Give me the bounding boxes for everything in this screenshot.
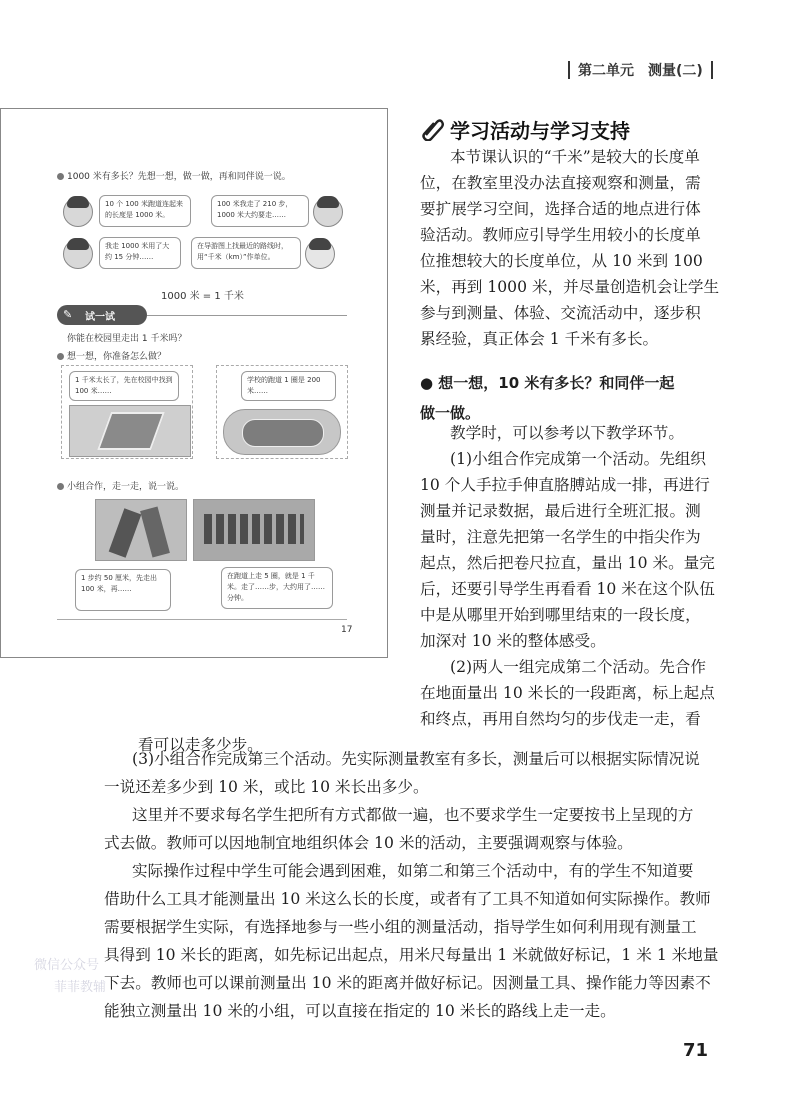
note-bubble-4: 在跑道上走 5 圈，就是 1 千米。走了……步，大约用了……分钟。 bbox=[221, 567, 333, 609]
text-line: 具得到 10 米长的距离，如先标记出起点，用米尺每量出 1 米就做好标记，1 米 1 米地量 bbox=[104, 946, 719, 964]
paperclip-icon bbox=[420, 117, 446, 141]
bullet-icon bbox=[57, 353, 64, 360]
text-line: 借助什么工具才能测量出 10 米这么长的长度，或者有了工具不知道如何实际操作。教师 bbox=[104, 890, 711, 908]
speech-bubble-1: 10 个 100 米跑道连起来的长度是 1000 米。 bbox=[99, 195, 191, 227]
inset-page-number: 17 bbox=[341, 625, 353, 635]
bullet-icon bbox=[57, 173, 64, 180]
text-line: 要扩展学习空间，选择合适的地点进行体 bbox=[420, 200, 701, 218]
running-track-illustration bbox=[223, 409, 341, 455]
text-line: (2)两人一组完成第二个活动。先合作 bbox=[450, 658, 706, 676]
text-line: 能独立测量出 10 米的小组，可以直接在指定的 10 米长的路线上走一走。 bbox=[104, 1002, 616, 1020]
watermark-line-1: 微信公众号 bbox=[34, 958, 100, 973]
grandma-avatar-icon bbox=[305, 239, 335, 269]
text-line: 式去做。教师可以因地制宜地组织体会 10 米的活动，主要强调观察与体验。 bbox=[104, 834, 633, 852]
text-line: 在地面量出 10 米长的一段距离，标上起点 bbox=[420, 684, 715, 702]
text-line: 测量并记录数据，最后进行全班汇报。测 bbox=[420, 502, 701, 520]
inset-group-question: 小组合作，走一走，说一说。 bbox=[57, 479, 184, 492]
note-bubble-3: 1 步约 50 厘米，先走出 100 米，再…… bbox=[75, 569, 171, 611]
header-divider bbox=[711, 61, 713, 79]
walking-legs-photo bbox=[95, 499, 187, 561]
watermark bbox=[10, 950, 160, 1010]
students-shape bbox=[204, 514, 304, 544]
text-line: 后，还要引导学生再看看 10 米在这个队伍 bbox=[420, 580, 715, 598]
text-line: 实际操作过程中学生可能会遇到困难，如第二和第三个活动中，有的学生不知道要 bbox=[132, 862, 694, 880]
inset-think-question: 想一想，你准备怎么做？ bbox=[57, 349, 166, 362]
text-line: 加深对 10 米的整体感受。 bbox=[420, 632, 606, 650]
text-line: 看可以走多少步。 bbox=[138, 736, 263, 754]
header-title: 测量(二) bbox=[648, 63, 703, 79]
text-line: 位，在教室里没办法直接观察和测量，需 bbox=[420, 174, 701, 192]
text-line: 一说还差多少到 10 米，或比 10 米长出多少。 bbox=[104, 778, 429, 796]
footer-rule bbox=[57, 619, 347, 620]
speech-bubble-2: 100 米我走了 210 步，1000 米大约要走…… bbox=[211, 195, 309, 227]
students-walking-photo bbox=[193, 499, 315, 561]
inset-try-question: 你能在校园里走出 1 千米吗？ bbox=[67, 334, 187, 344]
bullet-icon bbox=[57, 483, 64, 490]
running-header bbox=[560, 56, 760, 84]
inset-question-1: 1000 米有多长？先想一想，做一做，再和同伴说一说。 bbox=[57, 169, 291, 182]
header-unit: 第二单元 bbox=[578, 63, 634, 79]
field-shape bbox=[242, 419, 324, 447]
try-title: 试一试 bbox=[85, 312, 115, 323]
text-line: (3)小组合作完成第三个活动。先实际测量教室有多长，测量后可以根据实际情况说 bbox=[132, 750, 700, 768]
textbook-page-inset bbox=[0, 108, 388, 658]
text-line: 累经验，真正体会 1 千米有多长。 bbox=[420, 330, 659, 348]
formula: 1000 米 = 1 千米 bbox=[161, 291, 244, 302]
note-bubble-1: 1 千米太长了，先在校园中找到 100 米…… bbox=[69, 371, 179, 401]
note-bubble-2: 学校的跑道 1 圈是 200 米…… bbox=[241, 371, 336, 401]
watermark-line-2: 菲菲教辅 bbox=[54, 980, 107, 995]
child-avatar-icon bbox=[63, 197, 93, 227]
child-avatar-icon bbox=[313, 197, 343, 227]
text-line: 量时，注意先把第一名学生的中指尖作为 bbox=[420, 528, 701, 546]
text-line: ● 想一想，10 米有多长？和同伴一起 bbox=[420, 374, 675, 392]
text-line: 这里并不要求每名学生把所有方式都做一遍，也不要求学生一定要按书上呈现的方 bbox=[132, 806, 694, 824]
text-line: 需要根据学生实际，有选择地参与一些小组的测量活动，指导学生如何利用现有测量工 bbox=[104, 918, 697, 936]
page-number: 71 bbox=[683, 1040, 709, 1061]
text-line: 和终点，再用自然均匀的步伐走一走，看 bbox=[420, 710, 701, 728]
pencil-icon: ✎ bbox=[63, 308, 73, 321]
campus-illustration bbox=[69, 405, 191, 457]
try-banner bbox=[57, 305, 147, 325]
header-divider bbox=[568, 61, 570, 79]
text-line: 10 个人手拉手伸直胳膊站成一排，再进行 bbox=[420, 476, 710, 494]
child-avatar-icon bbox=[63, 239, 93, 269]
text-line: 位推想较大的长度单位，从 10 米到 100 bbox=[420, 252, 703, 270]
divider bbox=[147, 315, 347, 316]
text-line: (1)小组合作完成第一个活动。先组织 bbox=[450, 450, 706, 468]
leg-shape bbox=[109, 508, 142, 557]
leg-shape bbox=[140, 506, 170, 557]
text-line: 起点，然后把卷尺拉直，量出 10 米。量完 bbox=[420, 554, 715, 572]
text-line: 下去。教师也可以课前测量出 10 米的距离并做好标记。因测量工具、操作能力等因素不 bbox=[104, 974, 711, 992]
section-heading-text: 学习活动与学习支持 bbox=[450, 118, 630, 143]
text-line: 中是从哪里开始到哪里结束的一段长度， bbox=[420, 606, 701, 624]
section-heading bbox=[420, 112, 720, 146]
text-line: 米，再到 1000 米，并尽量创造机会让学生 bbox=[420, 278, 720, 296]
text-line: 教学时，可以参考以下教学环节。 bbox=[450, 424, 684, 442]
court-shape bbox=[97, 412, 165, 450]
speech-bubble-4: 在导游图上找最近的路线时，用“千米（km）”作单位。 bbox=[191, 237, 301, 269]
text-line: 验活动。教师应引导学生用较小的长度单 bbox=[420, 226, 701, 244]
text-line: 做一做。 bbox=[420, 404, 481, 422]
text-line: 参与到测量、体验、交流活动中，逐步积 bbox=[420, 304, 701, 322]
speech-bubble-3: 我走 1000 米用了大约 15 分钟…… bbox=[99, 237, 181, 269]
text-line: 本节课认识的“千米”是较大的长度单 bbox=[450, 148, 700, 166]
